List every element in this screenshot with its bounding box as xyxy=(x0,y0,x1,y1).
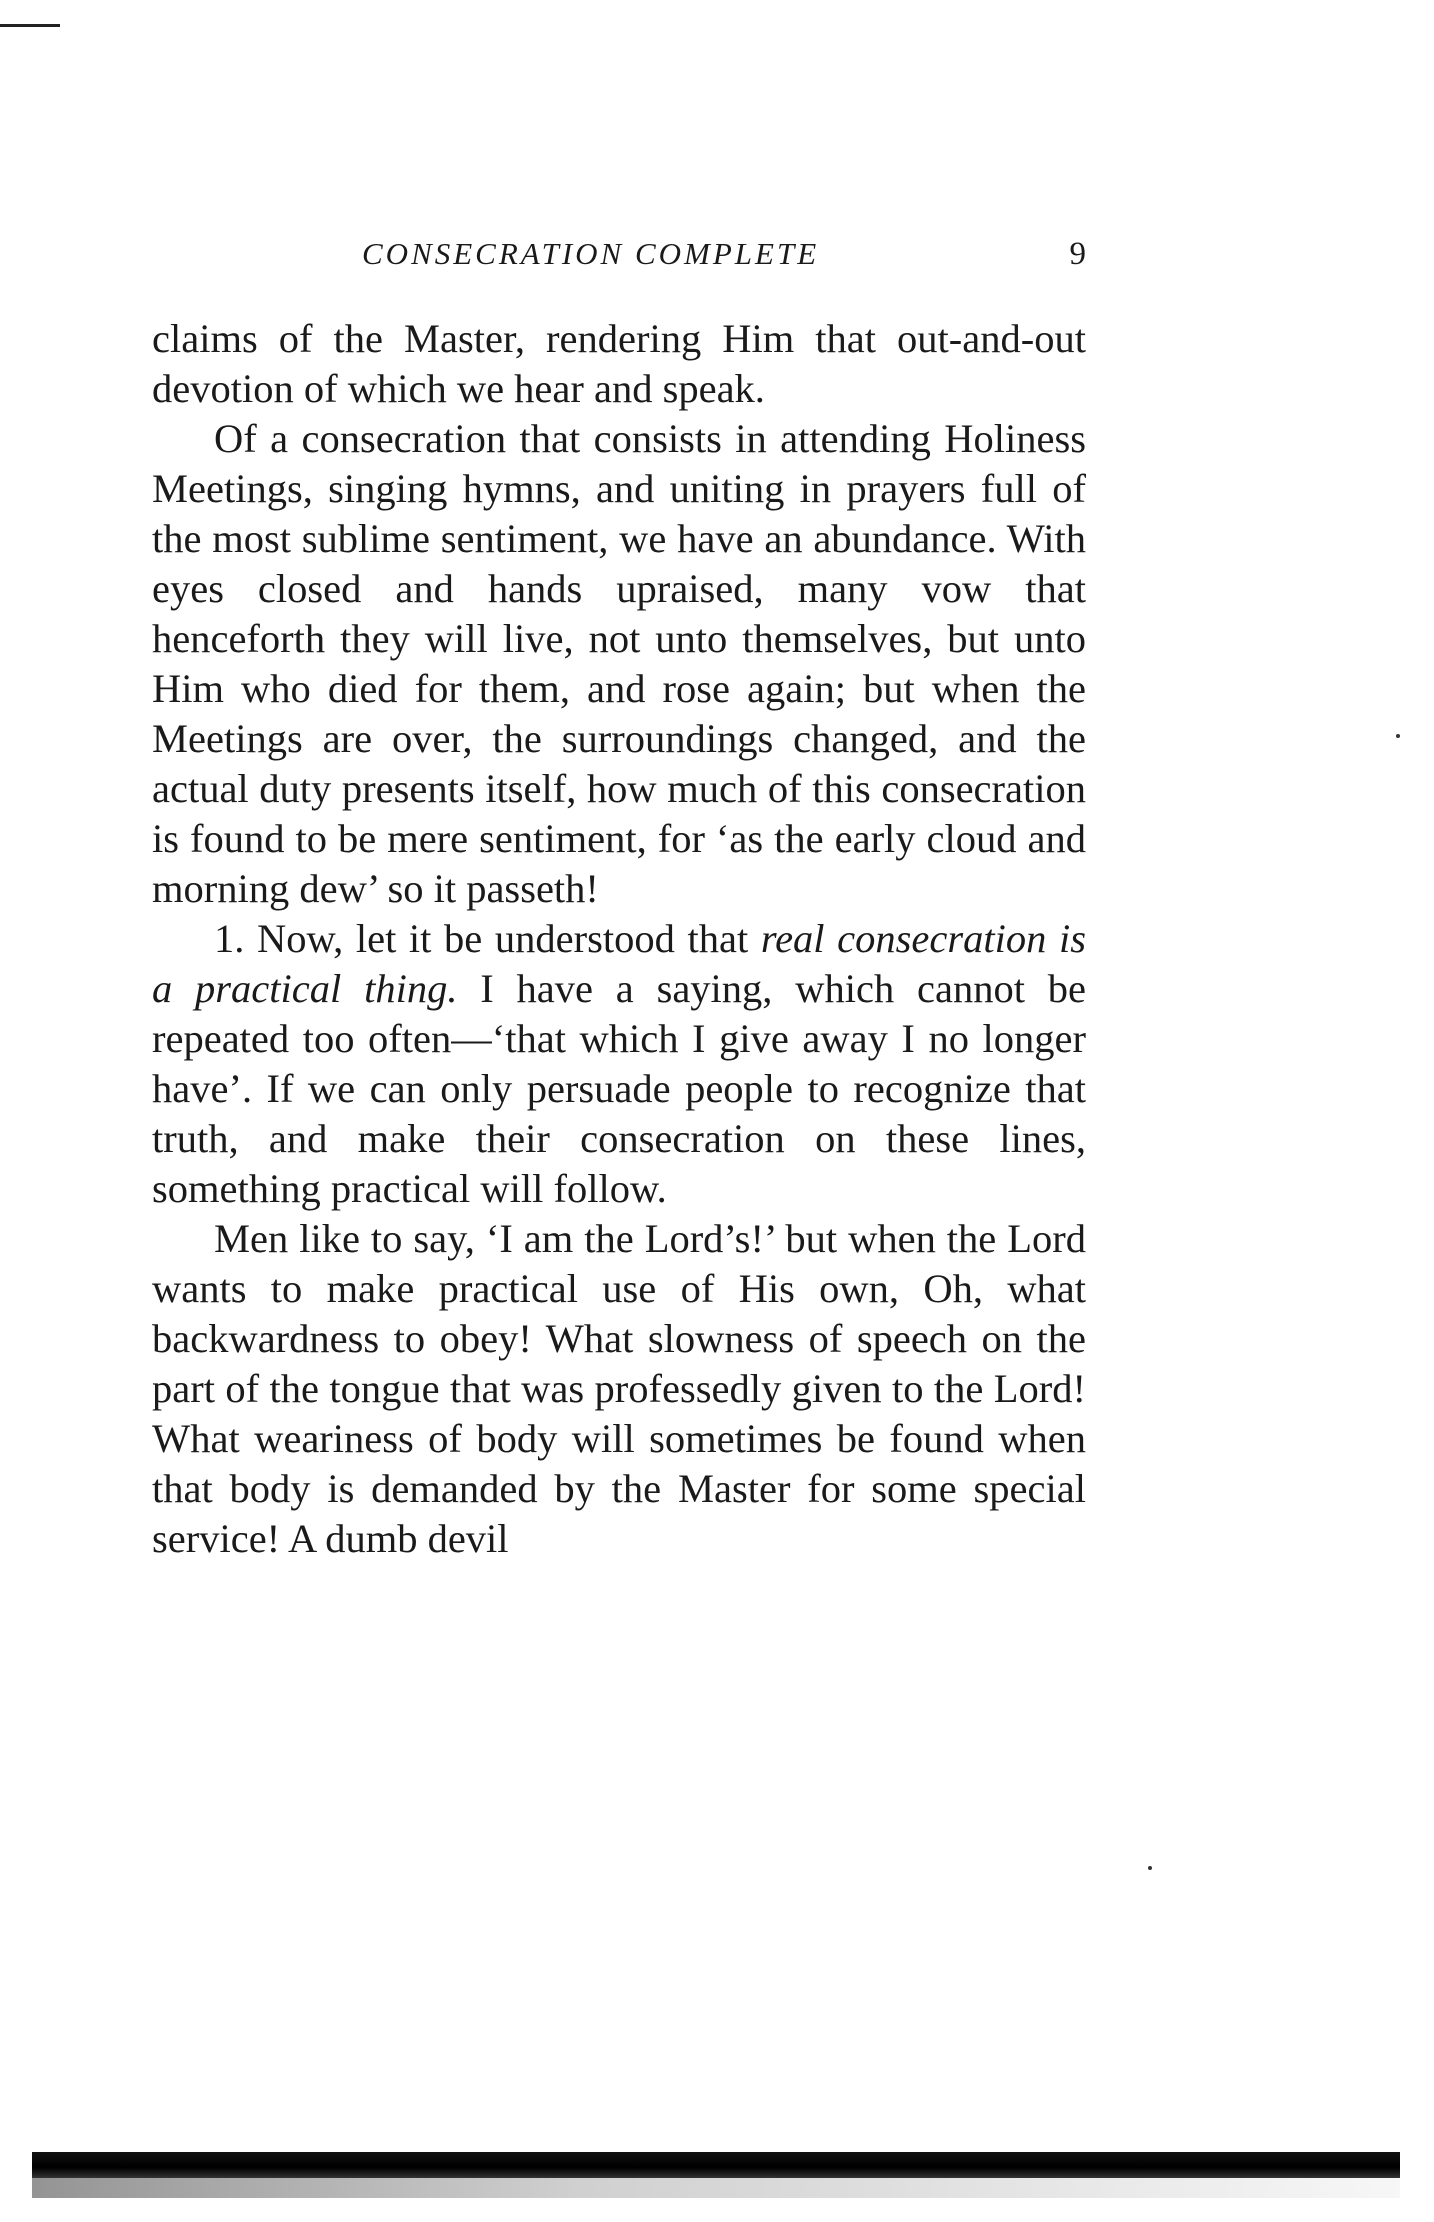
scan-speck xyxy=(1148,1866,1152,1870)
page-number: 9 xyxy=(1069,236,1086,272)
paragraph-lords-service: Men like to say, ‘I am the Lord’s!’ but when the Lord wants to make practical use of His own, Oh, what backwardness to obey! What slowness of speech on the part of the tongue that was professedly given to the Lord! What weariness of body will sometimes be found when that body is demanded by the Master for some special service! A dumb devil xyxy=(152,1216,1086,1561)
paragraph-lead-text: Now, let it be understood that xyxy=(244,916,761,961)
paragraph-practical-thing xyxy=(152,914,1086,1214)
scan-bottom-bar xyxy=(32,2152,1400,2178)
paragraph-number: 1. xyxy=(214,916,245,961)
paragraph-consecration-sentiment: Of a consecration that consists in attending Holiness Meetings, singing hymns, and uniting in prayers full of the most sublime sentiment, we have an abundance. With eyes closed and hands upraised, many vow that henceforth they will live, not unto themselves, but unto Him who died for them, and rose again; but when the Meetings are over, the surroundings changed, and the actual duty presents itself, how much of this consecration is found to be mere sentiment, for ‘as the early cloud and morning dew’ so it passeth! xyxy=(152,416,1086,911)
emphasized-phrase: real consecration is a practical thing. xyxy=(152,916,1086,1011)
scan-speck xyxy=(1396,734,1400,738)
body-text xyxy=(152,314,1086,1564)
scan-bottom-fade xyxy=(32,2178,1400,2198)
scan-corner-mark xyxy=(0,24,60,27)
running-title: CONSECRATION COMPLETE xyxy=(362,236,820,271)
running-head xyxy=(152,232,1086,282)
paragraph-remaining-text: I have a saying, which cannot be repeated too often—‘that which I give away I no longer have’. If we can only persuade people to recognize that truth, and make their consecration on these lines, something practical will follow. xyxy=(152,966,1086,1211)
paragraph-continuation: claims of the Master, rendering Him that out-and-out devotion of which we hear and speak. xyxy=(152,316,1086,411)
